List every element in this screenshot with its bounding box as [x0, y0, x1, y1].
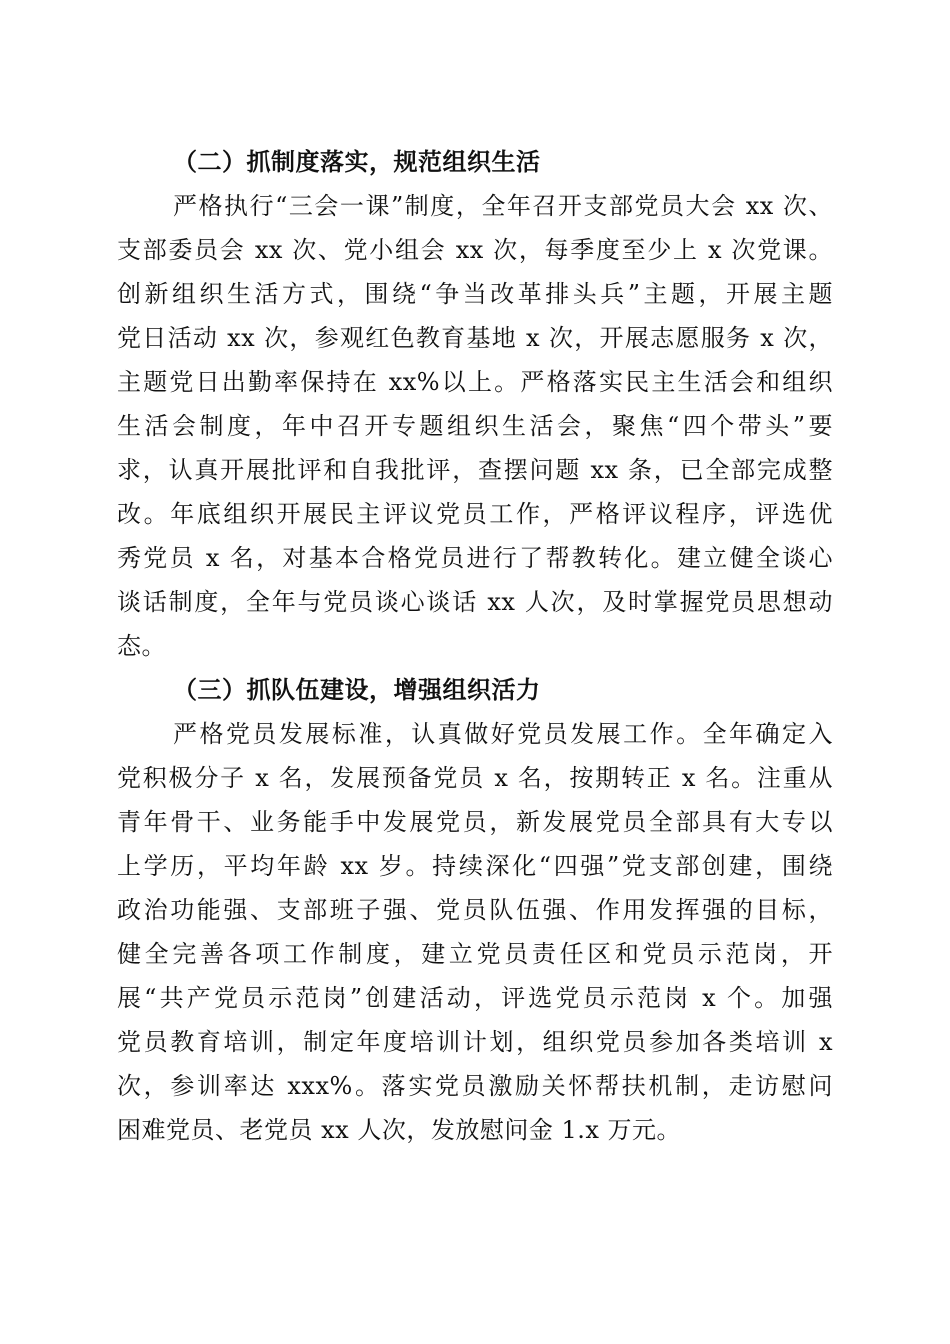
paragraph-line: 展“共产党员示范岗”创建活动，评选党员示范岗 x 个。加强 — [117, 984, 833, 1012]
paragraph-line: 困难党员、老党员 xx 人次，发放慰问金 1.x 万元。 — [117, 1116, 682, 1144]
paragraph-line: 创新组织生活方式，围绕“争当改革排头兵”主题，开展主题 — [117, 280, 833, 308]
section-2-paragraph — [117, 184, 833, 668]
paragraph-line: 谈话制度，全年与党员谈心谈话 xx 人次，及时掌握党员思想动 — [117, 588, 833, 616]
paragraph-line: 健全完善各项工作制度，建立党员责任区和党员示范岗，开 — [117, 940, 833, 968]
paragraph-line: 上学历，平均年龄 xx 岁。持续深化“四强”党支部创建，围绕 — [117, 852, 833, 880]
paragraph-line: 党积极分子 x 名，发展预备党员 x 名，按期转正 x 名。注重从 — [117, 764, 833, 792]
paragraph-line: 严格执行“三会一课”制度，全年召开支部党员大会 xx 次、 — [173, 192, 833, 220]
paragraph-line: 政治功能强、支部班子强、党员队伍强、作用发挥强的目标， — [117, 896, 833, 924]
paragraph-line: 态。 — [117, 632, 166, 660]
section-heading-2: （二）抓制度落实，规范组织生活 — [173, 147, 541, 176]
paragraph-line: 党员教育培训，制定年度培训计划，组织党员参加各类培训 x — [117, 1028, 833, 1056]
paragraph-line: 严格党员发展标准，认真做好党员发展工作。全年确定入 — [173, 720, 833, 748]
paragraph-line: 主题党日出勤率保持在 xx%以上。严格落实民主生活会和组织 — [117, 368, 833, 396]
paragraph-line: 次，参训率达 xxx%。落实党员激励关怀帮扶机制，走访慰问 — [117, 1072, 833, 1100]
document-body — [117, 140, 833, 1152]
paragraph-line: 支部委员会 xx 次、党小组会 xx 次，每季度至少上 x 次党课。 — [117, 236, 833, 264]
paragraph-line: 求，认真开展批评和自我批评，查摆问题 xx 条，已全部完成整 — [117, 456, 833, 484]
section-3-paragraph — [117, 712, 833, 1152]
paragraph-line: 生活会制度，年中召开专题组织生活会，聚焦“四个带头”要 — [117, 412, 833, 440]
paragraph-line: 改。年底组织开展民主评议党员工作，严格评议程序，评选优 — [117, 500, 833, 528]
paragraph-line: 党日活动 xx 次，参观红色教育基地 x 次，开展志愿服务 x 次， — [117, 324, 833, 352]
section-heading-3: （三）抓队伍建设，增强组织活力 — [173, 675, 541, 704]
paragraph-line: 秀党员 x 名，对基本合格党员进行了帮教转化。建立健全谈心 — [117, 544, 833, 572]
paragraph-line: 青年骨干、业务能手中发展党员，新发展党员全部具有大专以 — [117, 808, 833, 836]
